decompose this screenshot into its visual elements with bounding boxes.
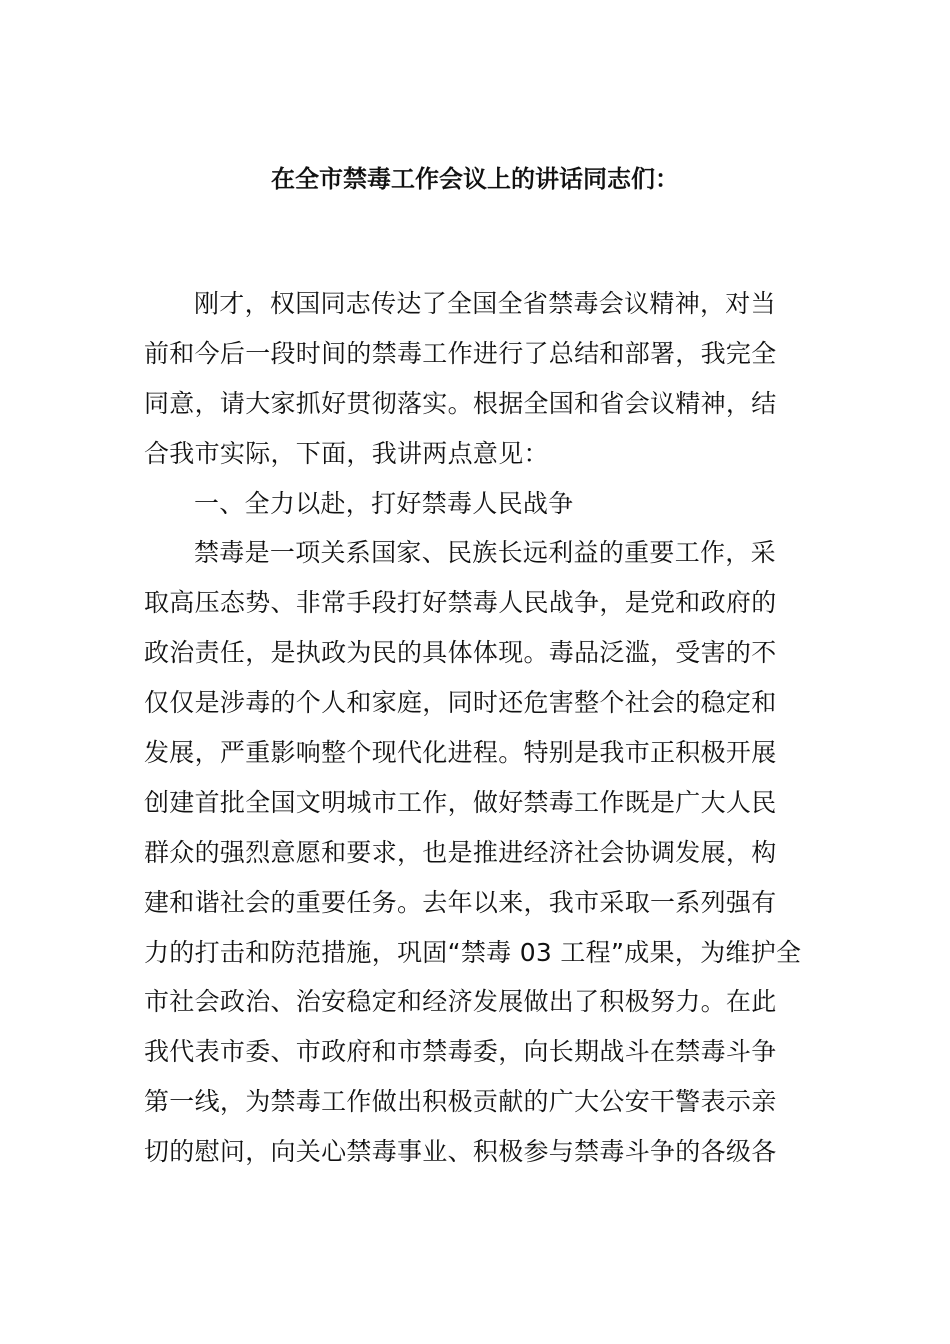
body-line: 我代表市委、市政府和市禁毒委，向长期战斗在禁毒斗争: [144, 1037, 777, 1067]
body-line: 第一线，为禁毒工作做出积极贡献的广大公安干警表示亲: [144, 1087, 777, 1117]
body-line: 刚才，权国同志传达了全国全省禁毒会议精神，对当: [194, 289, 776, 318]
body-line: 力的打击和防范措施，巩固“禁毒 03 工程”成果，为维护全: [144, 937, 802, 967]
body-line: 前和今后一段时间的禁毒工作进行了总结和部署，我完全: [144, 338, 777, 368]
body-line: 合我市实际，下面，我讲两点意见：: [144, 438, 549, 468]
body-line: 发展，严重影响整个现代化进程。特别是我市正积极开展: [144, 738, 777, 768]
body-line: 政治责任，是执政为民的具体体现。毒品泛滥，受害的不: [144, 638, 777, 668]
body-line: 市社会政治、治安稳定和经济发展做出了积极努力。在此: [144, 987, 777, 1017]
body-line: 建和谐社会的重要任务。去年以来，我市采取一系列强有: [144, 887, 777, 917]
document-body: [144, 279, 808, 1177]
document-title: 在全市禁毒工作会议上的讲话同志们：: [271, 165, 679, 193]
body-line: 群众的强烈意愿和要求，也是推进经济社会协调发展，构: [144, 837, 777, 867]
body-line: 同意，请大家抓好贯彻落实。根据全国和省会议精神，结: [144, 388, 777, 418]
body-line: 切的慰问，向关心禁毒事业、积极参与禁毒斗争的各级各: [144, 1137, 777, 1167]
body-line: 创建首批全国文明城市工作，做好禁毒工作既是广大人民: [144, 787, 777, 817]
body-line: 取高压态势、非常手段打好禁毒人民战争，是党和政府的: [144, 588, 777, 618]
section-heading: 一、全力以赴，打好禁毒人民战争: [194, 488, 574, 518]
body-line: 禁毒是一项关系国家、民族长远利益的重要工作，采: [194, 538, 776, 568]
body-line: 仅仅是涉毒的个人和家庭，同时还危害整个社会的稳定和: [144, 688, 777, 718]
